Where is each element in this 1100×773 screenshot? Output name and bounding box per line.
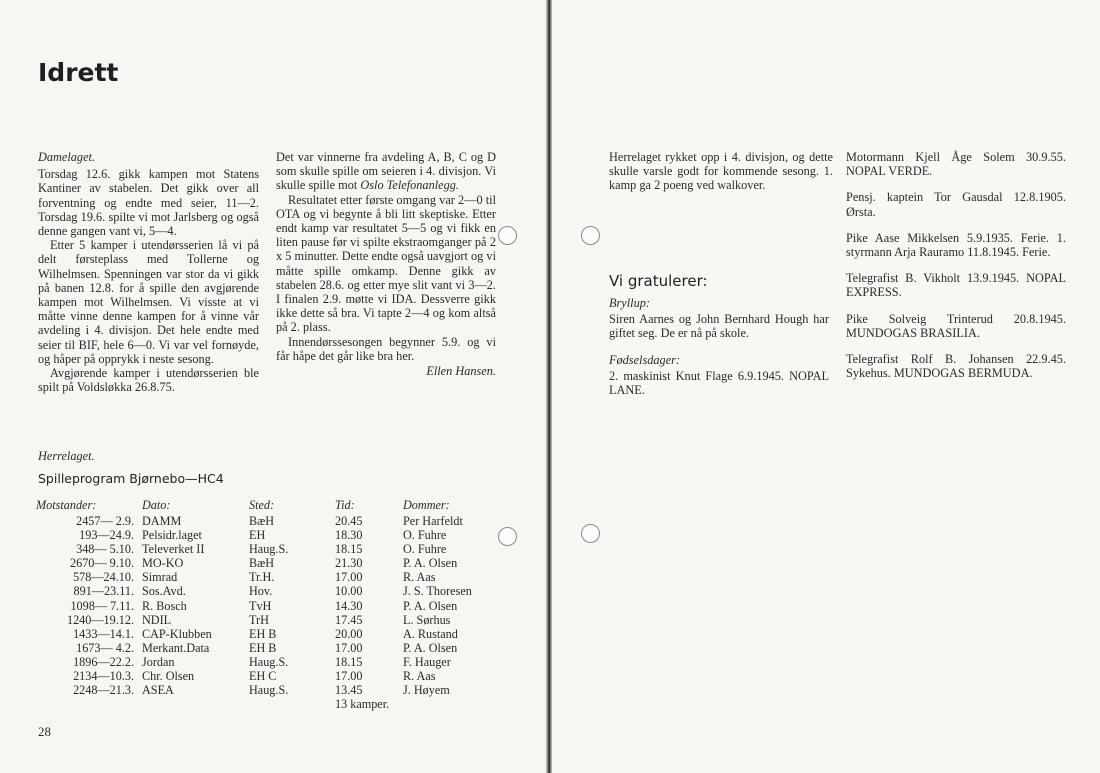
table-footer-row (36, 697, 503, 711)
table-cell: J. Høyem (403, 683, 450, 698)
table-cell: 578—24.10. (73, 570, 134, 585)
table-row (36, 599, 503, 613)
birthday-list (846, 150, 1066, 392)
table-cell: 20.00 (335, 626, 363, 641)
binder-hole (581, 226, 600, 245)
table-row (36, 655, 503, 669)
table-cell: P. A. Olsen (403, 556, 458, 571)
table-cell: 1433—14.1. (73, 626, 134, 641)
table-cell: J. S. Thoresen (403, 584, 472, 599)
table-cell: 2134—10.3. (73, 669, 134, 684)
birthday-entry: Pike Solveig Trinterud 20.8.1945. MUNDOGAS BRASILIA. (846, 311, 1066, 340)
paragraph: Innendørssesongen begynner 5.9. og vi får håpe det går like bra her. (276, 334, 496, 363)
birthday-entry: Pensj. kaptein Tor Gausdal 12.8.1905. Ørsta. (846, 190, 1066, 219)
column-header: Dato: (142, 498, 171, 513)
program-title: Spilleprogram Bjørnebo—HC4 (38, 471, 224, 486)
paragraph: Herrelaget rykket opp i 4. divisjon, og dette skulle varsle godt for kommende sesong. 1. kamp ga 2 poeng ved walkover. (609, 150, 833, 193)
table-cell: 14.30 (335, 598, 363, 613)
binder-hole (498, 226, 517, 245)
table-row (36, 669, 503, 683)
table-row (36, 556, 503, 570)
table-cell: EH (249, 528, 266, 543)
table-cell: L. Sørhus (403, 612, 451, 627)
table-cell: A. Rustand (403, 626, 458, 641)
table-row (36, 514, 503, 528)
table-cell: R. Aas (403, 669, 436, 684)
table-row (36, 584, 503, 598)
table-cell: EH B (249, 640, 277, 655)
column-header: Motstander: (36, 498, 97, 513)
paragraph: Torsdag 12.6. gikk kampen mot Statens Kantiner av stabelen. Det gikk over all forventning og endte med seier, 11—2. Torsdag 19.6. spilte vi mot Jarlsberg og også denne gangen vant vi, 5—4. (38, 167, 259, 239)
table-cell: TvH (249, 598, 272, 613)
paragraph: Avgjørende kamper i utendørsserien ble spilt på Voldsløkka 26.8.75. (38, 366, 259, 395)
column-header: Sted: (249, 498, 275, 513)
table-cell: 18.15 (335, 654, 363, 669)
table-row (36, 528, 503, 542)
table-cell: Per Harfeldt (403, 514, 463, 528)
table-cell: F. Hauger (403, 654, 451, 669)
table-cell: Haug.S. (249, 683, 289, 698)
table-cell: R. Aas (403, 570, 436, 585)
table-cell: Haug.S. (249, 654, 289, 669)
paragraph (276, 150, 496, 193)
table-cell: BæH (249, 514, 275, 528)
table-cell: Pelsidr.laget (142, 528, 202, 543)
damelaget-label: Damelaget. (38, 150, 96, 164)
table-cell: NDIL (142, 612, 172, 627)
table-cell: Haug.S. (249, 542, 289, 557)
birthday-entry: 2. maskinist Knut Flage 6.9.1945. NOPAL LANE. (609, 368, 829, 398)
opponent-name: Oslo Telefonanlegg. (360, 178, 459, 193)
wedding-label: Bryllup: (609, 296, 650, 310)
table-row (36, 542, 503, 556)
table-cell: P. A. Olsen (403, 598, 458, 613)
table-cell: 2457— 2.9. (76, 514, 134, 528)
table-cell: R. Bosch (142, 598, 187, 613)
table-cell: 18.30 (335, 528, 363, 543)
table-cell: 21.30 (335, 556, 363, 571)
table-cell: 1098— 7.11. (70, 598, 134, 613)
empty-cell (142, 697, 249, 711)
table-row (36, 683, 503, 697)
empty-cell (249, 697, 335, 711)
table-cell: O. Fuhre (403, 528, 447, 543)
page-number: 28 (38, 724, 51, 739)
paragraph: Resultatet etter første omgang var 2—0 til OTA og vi begynte å bli litt skeptiske. Etter endt kamp var resultatet 5—5 og vi fikk en liten pause før vi spilte ekstraomganger på 2 x 5 minutter. Dette endte også uavgjort og vi måtte spille omkamp. Denne gikk av stabelen 28.6. og etter mye slit vant vi 3—2. I finalen 2.9. møtte vi IDA. Dessverre gikk ikke dette så bra. Vi tapte 2—4 og kom altså på 2. plass. (276, 192, 496, 335)
table-cell: 17.00 (335, 640, 363, 655)
table-cell: Tr.H. (249, 570, 275, 585)
column-header: Tid: (335, 498, 355, 513)
table-cell: TrH (249, 612, 269, 627)
table-cell: 2670— 9.10. (70, 556, 134, 571)
signature: Ellen Hansen. (426, 364, 496, 379)
paragraph: Etter 5 kamper i utendørsserien lå vi på delt førsteplass med Tollerne og Wilhelmsen. Spenningen var stor da vi gikk på banen 12.8. for å spille den avgjørende kampen mot Wilhelmsen. Vi visste at vi måtte vinne denne kampen for å vinne vår avdeling i 4. divisjon. Det hele endte med seier til BIF, hele 6—0. Vi var vel fornøyde, og håper på opprykk i neste sesong. (38, 238, 259, 366)
table-row (36, 627, 503, 641)
binder-hole (581, 524, 600, 543)
table-cell: P. A. Olsen (403, 640, 458, 655)
table-cell: 17.00 (335, 570, 363, 585)
table-cell: 17.00 (335, 669, 363, 684)
paragraph-text: Det var vinnerne fra avdeling A, B, C og D som skulle spille om seieren i 4. divisjon. Vi skulle spille mot (276, 150, 496, 193)
table-cell: Chr. Olsen (142, 669, 195, 684)
birthday-entry: Telegrafist B. Vikholt 13.9.1945. NOPAL EXPRESS. (846, 271, 1066, 300)
table-cell: 1896—22.2. (73, 654, 134, 669)
congratulations-heading: Vi gratulerer: (609, 272, 708, 290)
table-cell: 20.45 (335, 514, 363, 528)
table-cell: MO-KO (142, 556, 184, 571)
damelaget-column (38, 150, 259, 394)
table-row (36, 641, 503, 655)
table-cell: Jordan (142, 654, 175, 669)
table-cell: 17.45 (335, 612, 363, 627)
section-heading: Idrett (38, 58, 119, 87)
table-cell: O. Fuhre (403, 542, 447, 557)
birthday-entry: Telegrafist Rolf B. Johansen 22.9.45. Sykehus. MUNDOGAS BERMUDA. (846, 352, 1066, 381)
match-count: 13 kamper. (335, 697, 390, 712)
table-cell: Merkant.Data (142, 640, 210, 655)
match-report-column (276, 150, 496, 378)
table-cell: 891—23.11. (73, 584, 134, 599)
herrelaget-update (609, 150, 833, 205)
empty-cell (36, 697, 142, 711)
column-header: Dommer: (403, 498, 450, 513)
table-cell: 2248—21.3. (73, 683, 134, 698)
wedding-text: Siren Aarnes og John Bernhard Hough har giftet seg. De er nå på skole. (609, 312, 829, 341)
table-cell: 18.15 (335, 542, 363, 557)
table-cell: CAP-Klubben (142, 626, 212, 641)
table-row (36, 613, 503, 627)
binder-hole (498, 527, 517, 546)
table-cell: 348— 5.10. (76, 542, 134, 557)
match-schedule-table (36, 497, 503, 711)
birthdays-label: Fødselsdager: (609, 352, 681, 367)
table-header-row (36, 497, 503, 514)
table-cell: Sos.Avd. (142, 584, 186, 599)
table-cell: 1673— 4.2. (76, 640, 134, 655)
table-row (36, 570, 503, 584)
table-cell: EH C (249, 669, 277, 684)
table-cell: DAMM (142, 514, 182, 528)
table-cell: Hov. (249, 584, 273, 599)
table-body (36, 514, 503, 711)
table-cell: 193—24.9. (79, 528, 134, 543)
birthday-entry: Motormann Kjell Åge Solem 30.9.55. NOPAL VERDE. (846, 150, 1066, 179)
congratulations-column (609, 296, 829, 409)
table-cell: Simrad (142, 570, 178, 585)
table-cell: BæH (249, 556, 275, 571)
table-cell: 1240—19.12. (66, 612, 134, 627)
table-cell: 10.00 (335, 584, 363, 599)
birthday-entry: Pike Aase Mikkelsen 5.9.1935. Ferie. 1. styrmann Arja Rauramo 11.8.1945. Ferie. (846, 230, 1066, 260)
book-spine (546, 0, 552, 773)
table-cell: 13.45 (335, 683, 363, 698)
herrelaget-label: Herrelaget. (38, 449, 95, 463)
table-cell: ASEA (142, 683, 174, 698)
table-cell: EH B (249, 626, 277, 641)
table-cell: Televerket II (142, 542, 205, 557)
